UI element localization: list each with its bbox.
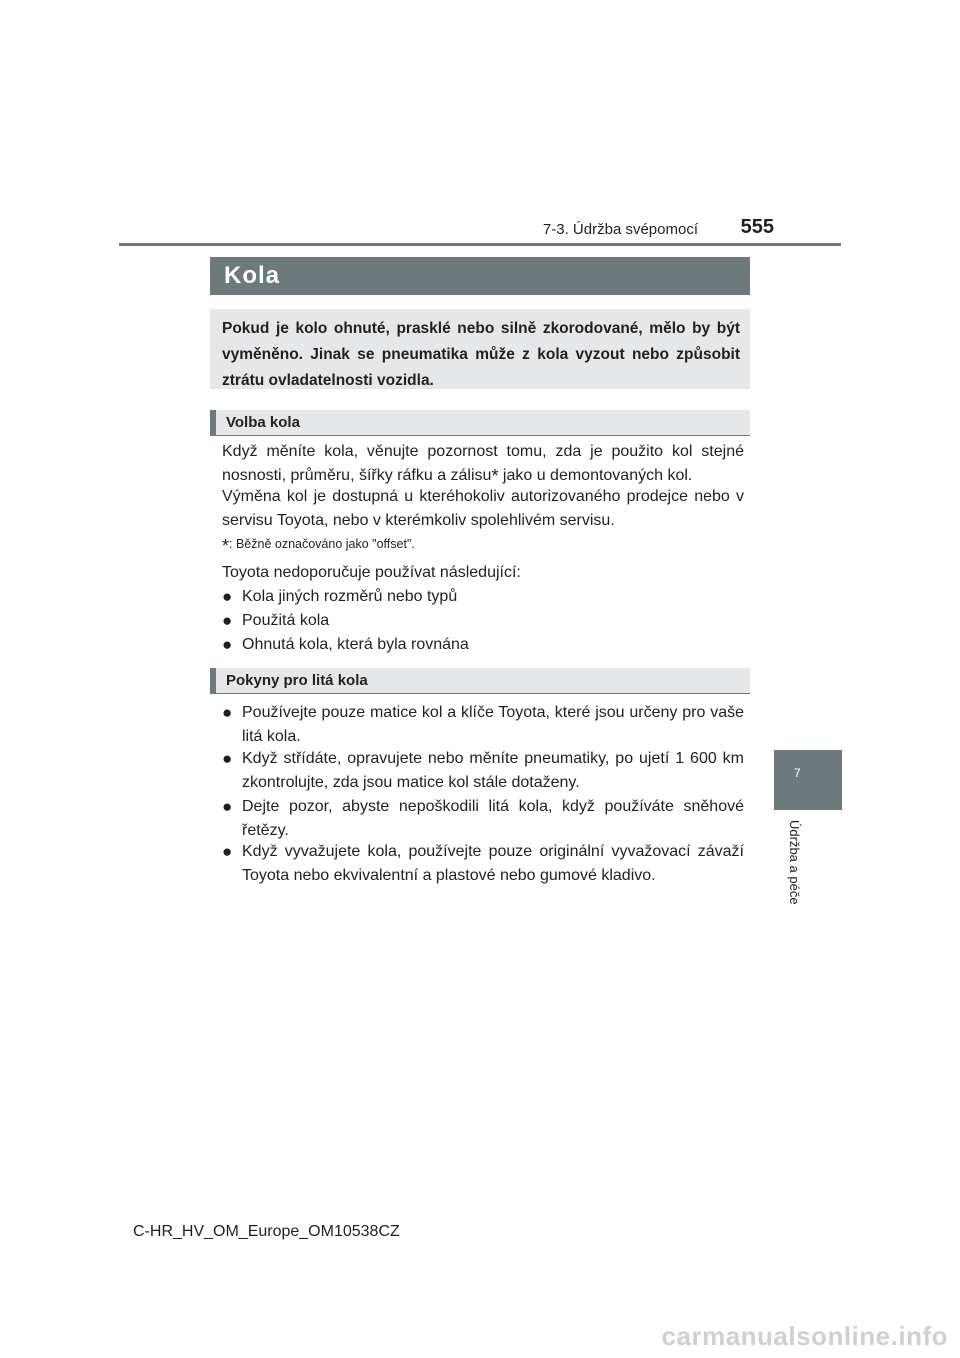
intro-text: Pokud je kolo ohnuté, prasklé nebo silně zkorodované, mělo by být vyměněno. Jinak se pneumatika může z kola vyzout nebo způsobit ztrátu ovladatelnosti vozidla. xyxy=(222,320,740,389)
list-item xyxy=(222,585,744,609)
paragraph-text: jako u demontovaných kol. xyxy=(498,466,693,484)
list-item-text: Používejte pouze matice kol a klíče Toyota, které jsou určeny pro vaše litá kola. xyxy=(242,704,744,745)
header-rule xyxy=(119,243,841,246)
footnote-marker: * xyxy=(222,536,230,556)
footnote xyxy=(222,536,415,557)
paragraph: Toyota nedoporučuje používat následující: xyxy=(222,564,521,581)
footnote-marker: * xyxy=(491,465,499,486)
paragraph-text: Když měníte kola, věnujte pozornost tomu, zda je použito kol stejné nosnosti, průměru, šířky ráfku a zálisu xyxy=(222,443,744,484)
intro-box xyxy=(210,309,750,389)
title-bar xyxy=(210,257,750,295)
subheading-volba-kola xyxy=(210,410,750,436)
chapter-number: 7 xyxy=(794,766,801,780)
list-item xyxy=(222,609,744,633)
list-item xyxy=(222,795,744,843)
bullet-icon: ● xyxy=(222,611,233,630)
footnote-text: : Běžně označováno jako "offset". xyxy=(229,537,415,551)
list-item xyxy=(222,633,744,657)
watermark: carmanualsonline.info xyxy=(661,1321,948,1351)
header-section-title: 7-3. Údržba svépomocí xyxy=(542,221,698,238)
bullet-icon: ● xyxy=(222,635,233,654)
subheading-label: Pokyny pro litá kola xyxy=(226,672,368,689)
bullet-icon: ● xyxy=(222,842,233,861)
list-item xyxy=(222,840,744,888)
list-item-text: Když vyvažujete kola, používejte pouze originální vyvažovací závaží Toyota nebo ekvivalentní a plastové nebo gumové kladivo. xyxy=(242,843,744,884)
chapter-label: Údržba a péče xyxy=(787,820,802,905)
list-item-text: Použitá kola xyxy=(242,612,330,629)
bullet-icon: ● xyxy=(222,587,233,606)
page-number: 555 xyxy=(740,216,774,238)
subheading-label: Volba kola xyxy=(226,414,300,431)
list-item xyxy=(222,747,744,795)
list-item-text: Když střídáte, opravujete nebo měníte pneumatiky, po ujetí 1 600 km zkontrolujte, zda jsou matice kol stále dotaženy. xyxy=(242,750,744,791)
paragraph: Výměna kol je dostupná u kteréhokoliv autorizovaného prodejce nebo v servisu Toyota, nebo v kterémkoliv spolehlivém servisu. xyxy=(222,488,744,529)
list-item-text: Dejte pozor, abyste nepoškodili litá kola, když používáte sněhové řetězy. xyxy=(242,798,744,839)
bullet-icon: ● xyxy=(222,703,233,722)
paragraph xyxy=(222,440,744,488)
list-item xyxy=(222,701,744,749)
bullet-icon: ● xyxy=(222,797,233,816)
list-item-text: Ohnutá kola, která byla rovnána xyxy=(242,636,469,653)
subheading-pokyny-lita-kola xyxy=(210,668,750,694)
bullet-icon: ● xyxy=(222,749,233,768)
footer-document-code: C-HR_HV_OM_Europe_OM10538CZ xyxy=(133,1223,400,1240)
page-title: Kola xyxy=(224,262,281,289)
list-item-text: Kola jiných rozměrů nebo typů xyxy=(242,588,458,605)
chapter-tab xyxy=(774,750,842,810)
